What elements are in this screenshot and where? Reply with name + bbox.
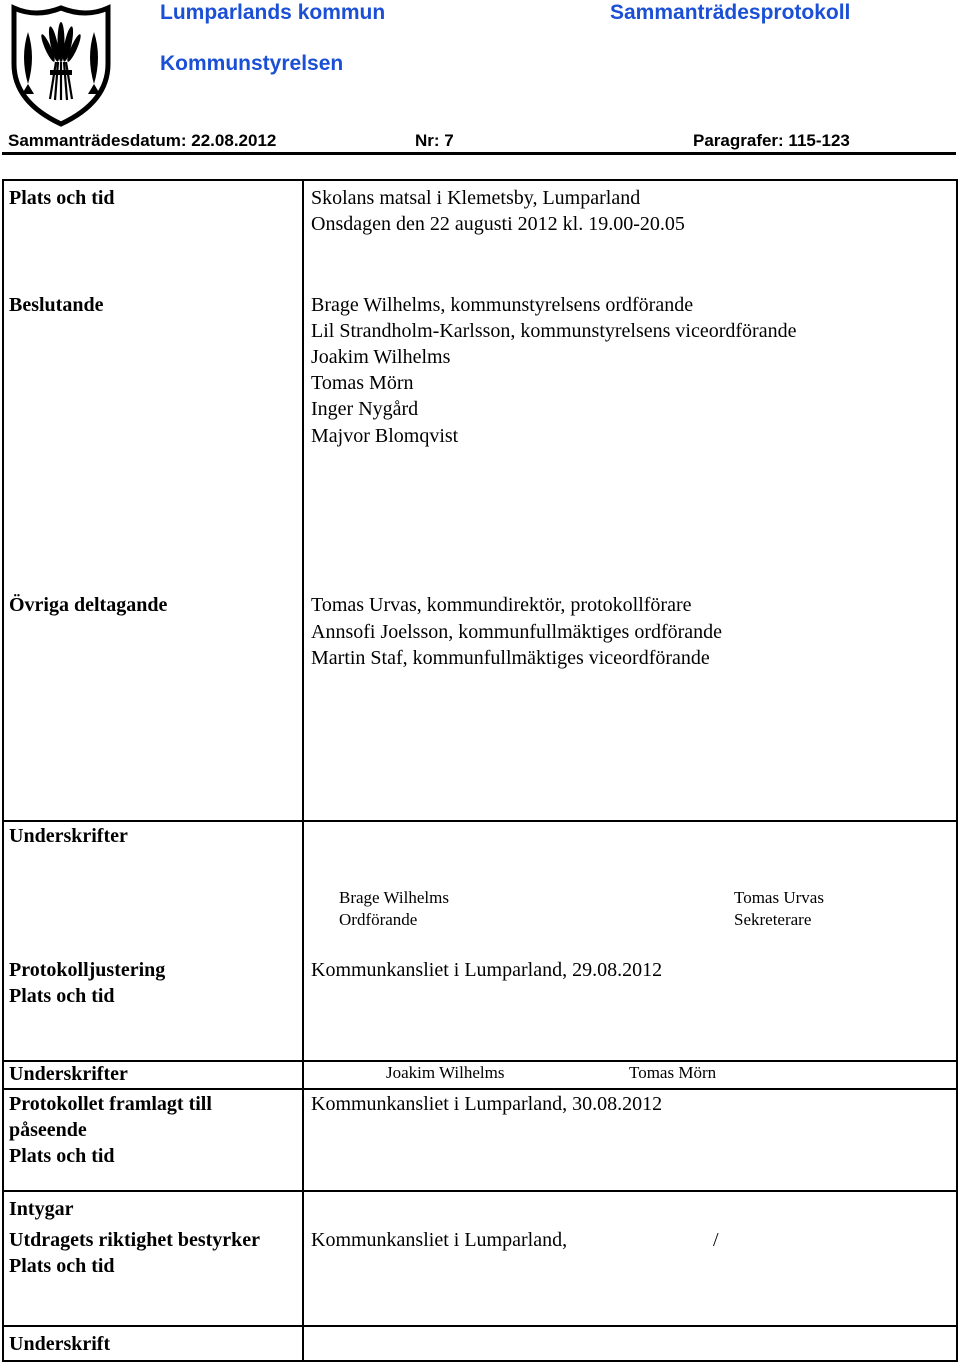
decision-maker-1: Brage Wilhelms, kommunstyrelsens ordförande: [311, 294, 694, 316]
other-participants-label: Övriga deltagande: [9, 594, 168, 616]
table-bottom-rule: [2, 1360, 958, 1362]
other-participant-3: Martin Staf, kommunfullmäktiges viceordförande: [311, 647, 710, 669]
public-display-value: Kommunkansliet i Lumparland, 30.08.2012: [311, 1093, 663, 1115]
decision-maker-4: Tomas Mörn: [311, 372, 414, 394]
table-right-border: [956, 179, 958, 1362]
adjusters-label: Underskrifter: [9, 1063, 128, 1085]
certificate-rule: [2, 1190, 958, 1192]
adjustment-label: Protokolljustering: [9, 959, 166, 981]
decision-maker-6: Majvor Blomqvist: [311, 425, 459, 447]
document-type: Sammanträdesprotokoll: [610, 1, 851, 24]
adjustment-value: Kommunkansliet i Lumparland, 29.08.2012: [311, 959, 663, 981]
secretary-signature-role: Sekreterare: [734, 910, 812, 929]
body-name: Kommunstyrelsen: [160, 52, 344, 75]
table-top-rule: [2, 179, 956, 181]
place-time-line-1: Skolans matsal i Klemetsby, Lumparland: [311, 187, 641, 209]
public-display-label-cont: påseende: [9, 1119, 87, 1141]
certificate-value: Kommunkansliet i Lumparland,: [311, 1229, 568, 1251]
meeting-date: Sammanträdesdatum: 22.08.2012: [8, 131, 277, 150]
place-time-line-2: Onsdagen den 22 augusti 2012 kl. 19.00-20.05: [311, 213, 685, 235]
adjuster-1-name: Joakim Wilhelms: [386, 1063, 505, 1082]
certificate-attest-label: Utdragets riktighet bestyrker: [9, 1229, 261, 1251]
meeting-number: Nr: 7: [415, 131, 454, 150]
certificate-label: Intygar: [9, 1198, 74, 1220]
certificate-signature-label: Underskrift: [9, 1333, 111, 1355]
certificate-date-slash: /: [713, 1229, 719, 1251]
table-left-border: [2, 179, 4, 1362]
chair-signature-name: Brage Wilhelms: [339, 888, 449, 907]
header-rule: [2, 152, 956, 155]
other-participant-2: Annsofi Joelsson, kommunfullmäktiges ordförande: [311, 621, 723, 643]
coat-of-arms-icon: [10, 2, 112, 128]
certificate-place-time-label: Plats och tid: [9, 1255, 115, 1277]
decision-maker-5: Inger Nygård: [311, 398, 419, 420]
public-display-label: Protokollet framlagt till: [9, 1093, 212, 1115]
signatures-rule: [2, 820, 958, 822]
place-time-label: Plats och tid: [9, 187, 115, 209]
other-participant-1: Tomas Urvas, kommundirektör, protokollförare: [311, 594, 692, 616]
adjuster-2-name: Tomas Mörn: [629, 1063, 717, 1082]
decision-maker-3: Joakim Wilhelms: [311, 346, 451, 368]
adjustment-place-time-label: Plats och tid: [9, 985, 115, 1007]
paragraph-range: Paragrafer: 115-123: [693, 131, 850, 150]
municipality-name: Lumparlands kommun: [160, 1, 386, 24]
public-display-place-time-label: Plats och tid: [9, 1145, 115, 1167]
column-divider: [302, 179, 304, 1362]
chair-signature-role: Ordförande: [339, 910, 418, 929]
signature-rule: [2, 1325, 958, 1327]
secretary-signature-name: Tomas Urvas: [734, 888, 824, 907]
public-display-rule: [2, 1088, 958, 1090]
signatures-label: Underskrifter: [9, 825, 128, 847]
decision-makers-label: Beslutande: [9, 294, 104, 316]
decision-maker-2: Lil Strandholm-Karlsson, kommunstyrelsens viceordförande: [311, 320, 797, 342]
